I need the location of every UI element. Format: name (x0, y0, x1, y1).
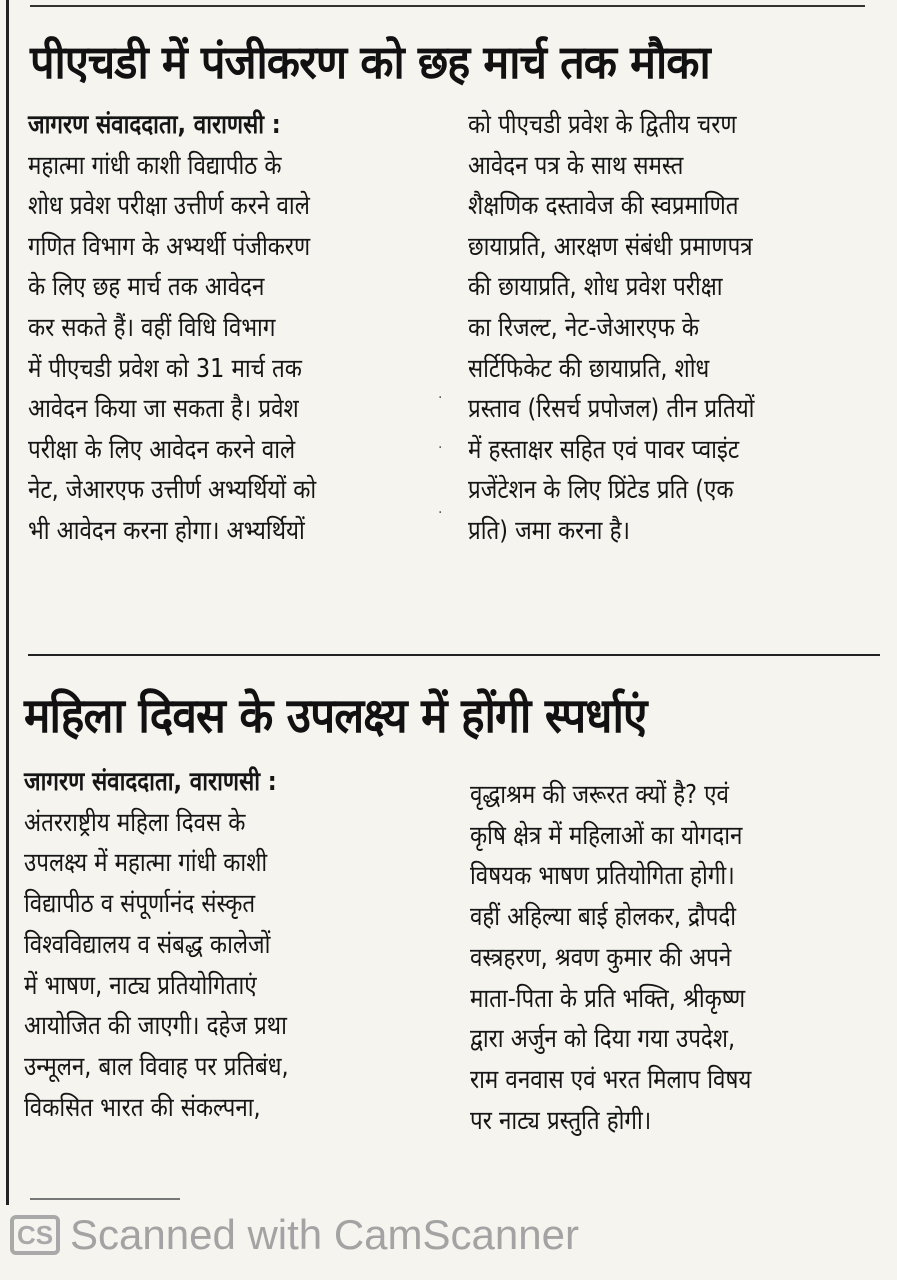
article2-left-line: विद्यापीठ व संपूर्णानंद संस्कृत (24, 889, 256, 920)
article2-right-line: वहीं अहिल्या बाई होलकर, द्रौपदी (470, 902, 737, 933)
article1-right-line: में हस्ताक्षर सहित एवं पावर प्वाइंट (468, 434, 740, 465)
article1-right-line: प्रस्ताव (रिसर्च प्रपोजल) तीन प्रतियों (468, 394, 755, 425)
article2-left-line: आयोजित की जाएगी। दहेज प्रथा (24, 1011, 287, 1042)
top-rule (30, 5, 865, 7)
camscanner-watermark (10, 1210, 579, 1260)
article1-right-line: प्रजेंटेशन के लिए प्रिंटेड प्रति (एक (468, 475, 734, 506)
bottom-rule (30, 1198, 180, 1200)
article2-left-line: उन्मूलन, बाल विवाह पर प्रतिबंध, (24, 1051, 289, 1082)
article1-right-line: छायाप्रति, आरक्षण संबंधी प्रमाणपत्र (468, 231, 753, 262)
article2-right-line: द्वारा अर्जुन को दिया गया उपदेश, (470, 1024, 736, 1055)
article2-headline: महिला दिवस के उपलक्ष्य में होंगी स्पर्धाएं (24, 688, 647, 744)
article1-right-line: की छायाप्रति, शोध प्रवेश परीक्षा (468, 272, 723, 303)
article1-left-line: के लिए छह मार्च तक आवेदन (28, 272, 265, 303)
article2-right-column (470, 775, 751, 1141)
article1-left-line: आवेदन किया जा सकता है। प्रवेश (28, 394, 299, 425)
article1-left-column (28, 105, 316, 552)
article1-left-line: कर सकते हैं। वहीं विधि विभाग (28, 312, 276, 343)
article2-left-line: उपलक्ष्य में महात्मा गांधी काशी (24, 848, 268, 879)
left-column-rule (6, 0, 9, 1205)
article1-right-line: सर्टिफिकेट की छायाप्रति, शोध (468, 353, 710, 384)
article2-right-line: वृद्धाश्रम की जरूरत क्यों है? एवं (470, 780, 729, 810)
article1-right-line: आवेदन पत्र के साथ समस्त (468, 150, 684, 181)
article2-left-line: में भाषण, नाट्य प्रतियोगिताएं (24, 970, 257, 1001)
article2-right-line: वस्त्रहरण, श्रवण कुमार की अपने (470, 942, 732, 973)
article1-left-line: महात्मा गांधी काशी विद्यापीठ के (28, 150, 282, 181)
article2-right-line: माता-पिता के प्रति भक्ति, श्रीकृष्ण (470, 983, 746, 1014)
article2-right-line: राम वनवास एवं भरत मिलाप विषय (470, 1064, 752, 1095)
article1-left-line: शोध प्रवेश परीक्षा उत्तीर्ण करने वाले (28, 191, 310, 222)
article1-right-line: प्रति) जमा करना है। (468, 515, 630, 546)
article2-right-line: कृषि क्षेत्र में महिलाओं का योगदान (470, 820, 743, 851)
article1-left-line: नेट, जेआरएफ उत्तीर्ण अभ्यर्थियों को (28, 475, 317, 506)
article1-left-line: में पीएचडी प्रवेश को 31 मार्च तक (28, 353, 302, 384)
article1-headline: पीएचडी में पंजीकरण को छह मार्च तक मौका (30, 35, 710, 89)
article1-dateline: जागरण संवाददाता, वाराणसी : (28, 110, 281, 140)
article2-left-column (24, 762, 289, 1128)
column-gutter-mark: · (438, 440, 443, 456)
article2-left-line: विश्वविद्यालय व संबद्ध कालेजों (24, 929, 271, 960)
column-gutter-mark: · (438, 390, 443, 406)
article1-right-line: का रिजल्ट, नेट-जेआरएफ के (468, 312, 700, 343)
article2-left-line: अंतरराष्ट्रीय महिला दिवस के (24, 807, 246, 838)
article1-right-column (468, 105, 754, 552)
article-divider (28, 654, 880, 656)
article2-dateline: जागरण संवाददाता, वाराणसी : (24, 767, 277, 797)
article2-right-line: पर नाट्य प्रस्तुति होगी। (470, 1105, 652, 1136)
article2-left-line: विकसित भारत की संकल्पना, (24, 1092, 261, 1123)
article1-left-line: भी आवेदन करना होगा। अभ्यर्थियों (28, 515, 305, 546)
camscanner-logo-icon: CS (10, 1215, 60, 1255)
article1-right-line: को पीएचडी प्रवेश के द्वितीय चरण (468, 110, 737, 140)
article2-right-line: विषयक भाषण प्रतियोगिता होगी। (470, 861, 735, 892)
article1-left-line: परीक्षा के लिए आवेदन करने वाले (28, 434, 296, 465)
column-gutter-mark: · (438, 505, 443, 521)
article1-right-line: शैक्षणिक दस्तावेज की स्वप्रमाणित (468, 191, 739, 222)
watermark-text: Scanned with CamScanner (70, 1211, 579, 1258)
article1-left-line: गणित विभाग के अभ्यर्थी पंजीकरण (28, 231, 311, 262)
